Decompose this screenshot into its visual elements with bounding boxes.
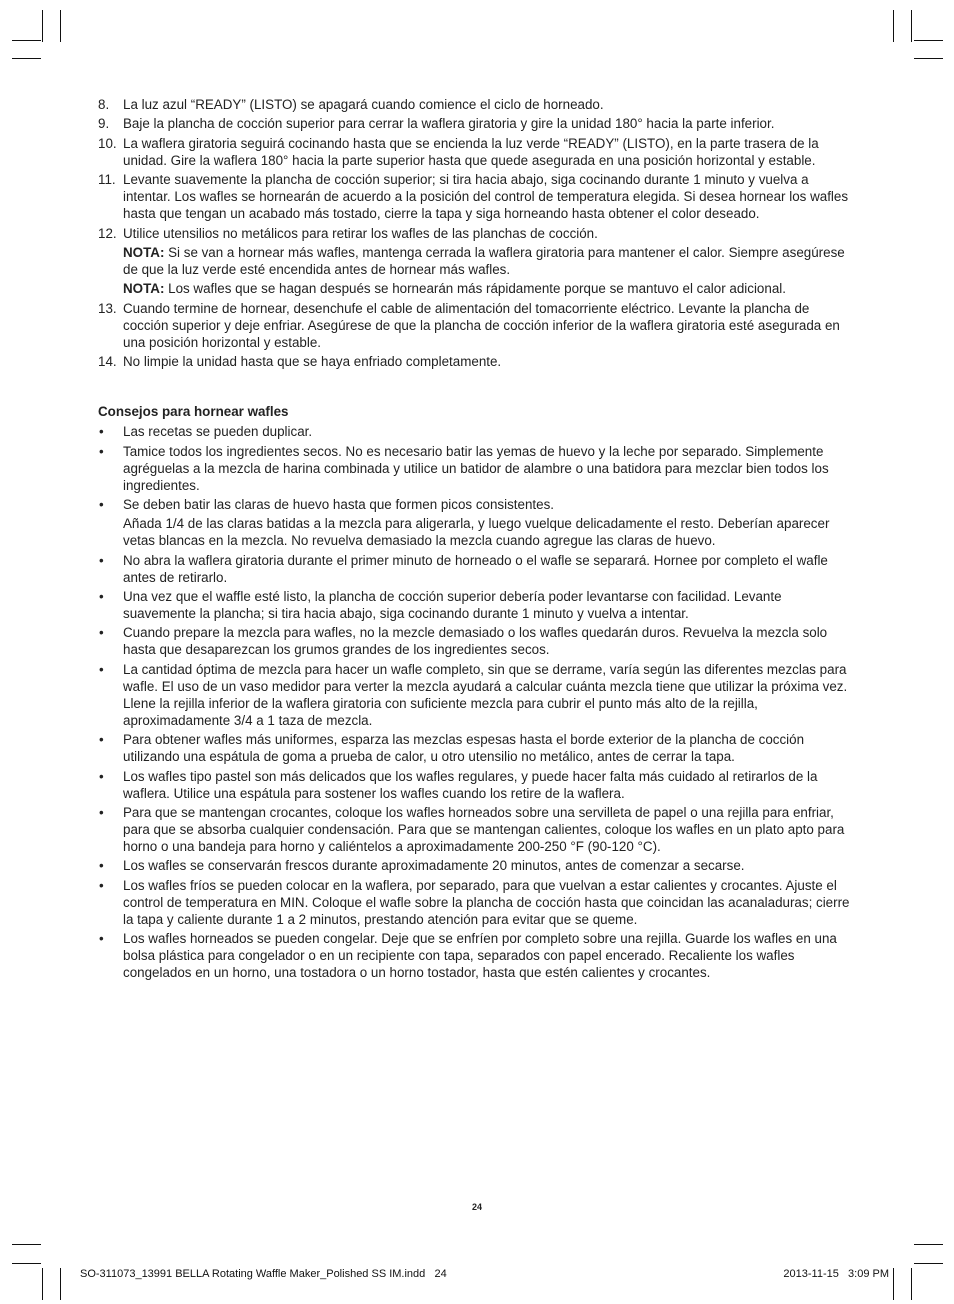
tips-list <box>98 423 858 981</box>
bullet-icon: • <box>99 552 104 568</box>
tip-item <box>98 624 858 658</box>
tip-item <box>98 768 858 802</box>
step-item <box>98 225 858 242</box>
tip-item <box>98 731 858 765</box>
step-number: 9. <box>98 116 110 132</box>
step-text: Cuando termine de hornear, desenchufe el cable de alimentación del tomacorriente eléctrico. Levante la plancha de cocción superior y deje enfriar. Asegúrese de que la plancha de cocción inferior de la waflera giratoria esté asegurada en una posición horizontal y estable. <box>123 300 840 350</box>
note-text: Los wafles que se hagan después se hornearán más rápidamente porque se mantuvo el calor adicional. <box>164 281 786 297</box>
crop-mark <box>893 1268 894 1300</box>
step-number: 12. <box>98 225 117 241</box>
tip-item <box>98 930 858 981</box>
step-text: Levante suavemente la plancha de cocción superior; si tira hacia abajo, siga cocinando durante 1 minuto y vuelva a intentar. Los wafles se hornearán de acuerdo a la posición del control de temperatura elegida. Si desea hornear los wafles hasta que tengan un acabado más tostado, cierre la tapa y siga horneando hasta obtener el color deseado. <box>123 172 849 222</box>
crop-mark <box>12 58 41 59</box>
step-item <box>98 115 858 132</box>
note <box>98 280 858 297</box>
tip-text: No abra la waflera giratoria durante el primer minuto de horneado o el wafle se separará. Hornee por completo el wafle antes de retirarlo. <box>123 552 828 585</box>
page-content <box>98 96 858 984</box>
crop-mark <box>911 1268 912 1300</box>
steps-list <box>98 96 858 242</box>
crop-mark <box>42 10 43 42</box>
bullet-icon: • <box>99 443 104 459</box>
tip-text: La cantidad óptima de mezcla para hacer un wafle completo, sin que se derrame, varía según las diferentes mezclas para wafle. El uso de un vaso medidor para verter la mezcla ayudará a calcular cuánta mezcla tiene que utilizar la próxima vez. Llene la rejilla inferior de la waflera giratoria con suficiente mezcla para cubrir el punto más alto de la rejilla, aproximadamente 3/4 a 1 taza de mezcla. <box>123 661 848 728</box>
bullet-icon: • <box>99 858 104 874</box>
steps-list-continued <box>98 300 858 370</box>
tip-text: Tamice todos los ingredientes secos. No es necesario batir las yemas de huevo y la leche por separado. Simplemente agréguelas a la mezcla de harina combinada y utilice un batidor de alambre o una batidora para mezclar bien todos los ingredientes. <box>123 443 829 493</box>
tip-item <box>98 496 858 549</box>
tip-item <box>98 804 858 855</box>
crop-mark <box>914 58 943 59</box>
tip-text: Para que se mantengan crocantes, coloque los wafles horneados sobre una servilleta de papel o una rejilla para enfriar, para que se absorba cualquier condensación. Para que se mantengan calientes, coloque los wafles en un plato apto para horno o una bandeja para horno y caliéntelos a aproximadamente 200-250 °F (90-120 °C). <box>123 805 845 855</box>
bullet-icon: • <box>99 732 104 748</box>
crop-mark <box>914 40 943 41</box>
bullet-icon: • <box>99 589 104 605</box>
step-item <box>98 96 858 113</box>
step-number: 8. <box>98 97 110 112</box>
bullet-icon: • <box>99 877 104 893</box>
bullet-icon: • <box>99 805 104 821</box>
note-text: Si se van a hornear más wafles, mantenga cerrada la waflera giratoria para mantener el calor. Siempre asegúrese de que la luz verde esté encendida antes de hornear más wafles. <box>123 244 845 277</box>
bullet-icon: • <box>99 661 104 677</box>
step-item <box>98 135 858 169</box>
step-number: 14. <box>98 354 117 370</box>
section-heading: Consejos para hornear wafles <box>98 404 289 420</box>
step-item <box>98 300 858 351</box>
crop-mark <box>911 10 912 42</box>
bullet-icon: • <box>99 931 104 947</box>
tip-item <box>98 552 858 586</box>
bullet-icon: • <box>99 625 104 641</box>
crop-mark <box>60 1268 61 1300</box>
note <box>98 244 858 278</box>
tip-text: Las recetas se pueden duplicar. <box>123 424 313 440</box>
note-label: NOTA: <box>123 281 165 297</box>
tip-text: Los wafles horneados se pueden congelar. Deje que se enfríen por completo sobre una rejilla. Guarde los wafles en una bolsa plástica para congelador o en un recipiente con tapa, separados con papel encerado. Recaliente los wafles congelados en un horno, una tostadora o un horno tostador, hasta que estén calientes y crocantes. <box>123 931 837 981</box>
step-text: Baje la plancha de cocción superior para cerrar la waflera giratoria y gire la unidad 180° hacia la parte inferior. <box>123 116 775 132</box>
crop-mark <box>914 1244 943 1245</box>
tip-text: Los wafles tipo pastel son más delicados que los wafles regulares, y puede hacer falta más cuidado al retirarlos de la waflera. Utilice una espátula para sostener los wafles cuando los retire de la waflera. <box>123 768 818 801</box>
bullet-icon: • <box>99 768 104 784</box>
tip-text: Una vez que el waffle esté listo, la plancha de cocción superior debería poder levantarse con facilidad. Levante suavemente la plancha; si tira hacia abajo, siga cocinando durante 1 minuto y vuelva a intentar. <box>123 589 782 622</box>
step-text: La waflera giratoria seguirá cocinando hasta que se encienda la luz verde “READY” (LISTO), en la parte trasera de la unidad. Gire la waflera 180° hacia la parte superior hasta que quede asegurada en una posición horizontal y estable. <box>123 135 819 168</box>
step-number: 13. <box>98 300 117 316</box>
step-text: No limpie la unidad hasta que se haya enfriado completamente. <box>123 354 502 370</box>
tip-item <box>98 588 858 622</box>
step-number: 10. <box>98 135 117 151</box>
tip-text: Los wafles se conservarán frescos durante aproximadamente 20 minutos, antes de comenzar a secarse. <box>123 858 745 874</box>
crop-mark <box>42 1268 43 1300</box>
note-label: NOTA: <box>123 244 165 260</box>
tip-extra-text: Añada 1/4 de las claras batidas a la mezcla para aligerarla, y luego vuelque delicadamente el resto. Deberían aparecer vetas blancas en la mezcla. No revuelva demasiado la mezcla cuando agregue las claras de huevo. <box>123 516 830 549</box>
bullet-icon: • <box>99 496 104 512</box>
step-number: 11. <box>98 172 116 188</box>
step-text: La luz azul “READY” (LISTO) se apagará cuando comience el ciclo de horneado. <box>123 97 604 112</box>
tip-text: Para obtener wafles más uniformes, esparza las mezclas espesas hasta el borde exterior de la plancha de cocción utilizando una espátula de goma a prueba de calor, u otro utensilio no metálico, antes de cerrar la tapa. <box>123 732 805 765</box>
date-slug: 2013-11-15 3:09 PM <box>783 1268 889 1280</box>
tip-text: Se deben batir las claras de huevo hasta que formen picos consistentes. <box>123 496 554 512</box>
crop-mark <box>893 10 894 42</box>
step-text: Utilice utensilios no metálicos para retirar los wafles de las planchas de cocción. <box>123 225 598 241</box>
bullet-icon: • <box>99 424 104 440</box>
file-slug: SO-311073_13991 BELLA Rotating Waffle Maker_Polished SS IM.indd 24 <box>80 1268 447 1280</box>
step-item <box>98 171 858 222</box>
tip-item <box>98 443 858 494</box>
tip-item <box>98 661 858 729</box>
crop-mark <box>12 1244 41 1245</box>
tip-text: Los wafles fríos se pueden colocar en la waflera, por separado, para que vuelvan a estar calientes y crocantes. Ajuste el control de temperatura en MIN. Coloque el wafle sobre la plancha de cocción hasta que coincidan las acanaladuras; cierre la tapa y caliente durante 1 a 2 minutos, prestando atención para evitar que se queme. <box>123 877 850 927</box>
tip-text: Cuando prepare la mezcla para wafles, no la mezcle demasiado o los wafles quedarán duros. Revuelva la mezcla solo hasta que desaparezcan los grumos grandes de los ingredientes secos. <box>123 625 828 658</box>
crop-mark <box>60 10 61 42</box>
tip-item <box>98 857 858 874</box>
page-number: 24 <box>471 1202 482 1212</box>
crop-mark <box>914 1263 943 1264</box>
crop-mark <box>12 40 41 41</box>
tip-item <box>98 423 858 440</box>
step-item <box>98 353 858 370</box>
tip-item <box>98 877 858 928</box>
crop-mark <box>12 1263 41 1264</box>
